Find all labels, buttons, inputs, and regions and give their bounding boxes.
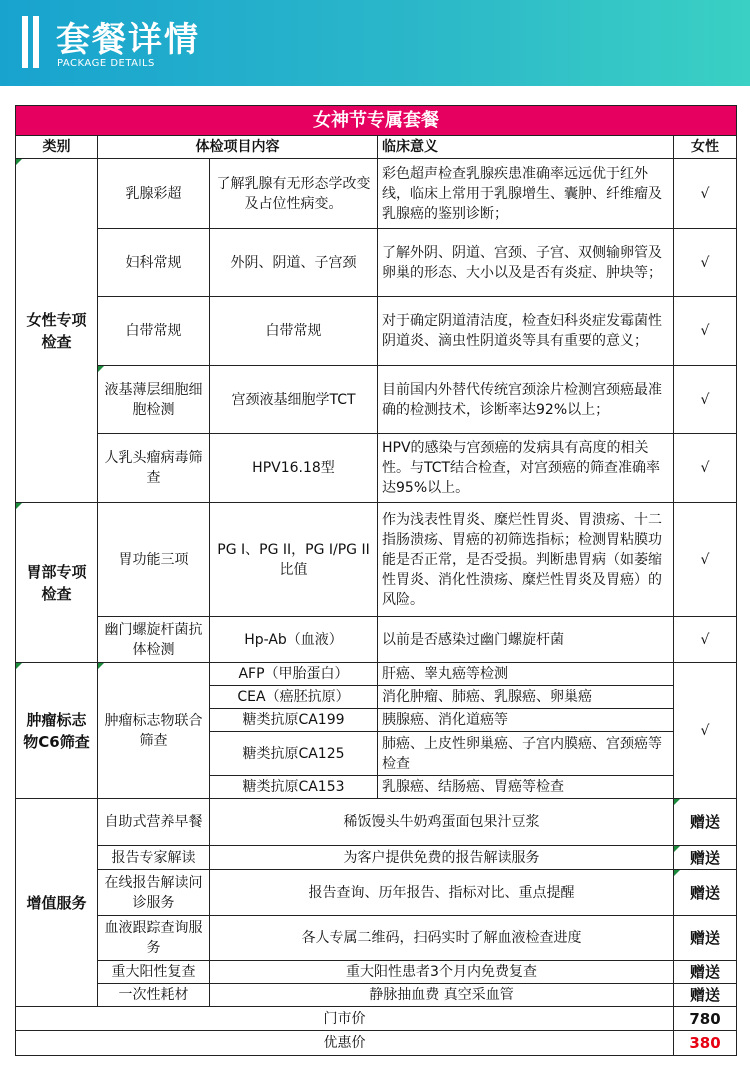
- gender-check: √: [674, 663, 737, 799]
- gender-check: √: [674, 297, 737, 366]
- gift-cell: 赠送: [674, 984, 737, 1007]
- item-cell: 自助式营养早餐: [98, 799, 210, 846]
- column-header-category: 类别: [16, 136, 98, 159]
- meaning-cell: 以前是否感染过幽门螺旋杆菌: [378, 617, 674, 663]
- category-cell: 胃部专项检查: [16, 503, 98, 663]
- content-cell: CEA（癌胚抗原）: [210, 686, 378, 709]
- gift-cell: 赠送: [674, 961, 737, 984]
- meaning-cell: 作为浅表性胃炎、糜烂性胃炎、胃溃疡、十二指肠溃疡、胃癌的初筛选指标；检测胃粘膜功能是否正常，是否受损。判断患胃病（如萎缩性胃炎、消化性溃疡、糜烂性胃炎及胃癌）的风险。: [378, 503, 674, 617]
- table-row: [16, 961, 737, 984]
- market-price-row: [16, 1007, 737, 1031]
- content-cell: 宫颈液基细胞学TCT: [210, 366, 378, 434]
- item-cell: 液基薄层细胞细胞检测: [98, 366, 210, 434]
- item-cell: 在线报告解读问诊服务: [98, 870, 210, 916]
- meaning-cell: 目前国内外替代传统宫颈涂片检测宫颈癌最准确的检测技术，诊断率达92%以上；: [378, 366, 674, 434]
- meaning-cell: HPV的感染与宫颈癌的发病具有高度的相关性。与TCT结合检查，对宫颈癌的筛查准确率达95%以上。: [378, 434, 674, 503]
- item-cell: 血液跟踪查询服务: [98, 916, 210, 961]
- content-cell: 糖类抗原CA153: [210, 776, 378, 799]
- page-header: [0, 0, 750, 86]
- table-row: [16, 159, 737, 229]
- package-table: [15, 105, 737, 1056]
- meaning-cell: 对于确定阴道清洁度，检查妇科炎症发霉菌性阴道炎、滴虫性阴道炎等具有重要的意义；: [378, 297, 674, 366]
- package-name: 女神节专属套餐: [16, 106, 737, 136]
- item-cell: 幽门螺旋杆菌抗体检测: [98, 617, 210, 663]
- gender-check: √: [674, 503, 737, 617]
- content-cell: 静脉抽血费 真空采血管: [210, 984, 674, 1007]
- gift-cell: 赠送: [674, 799, 737, 846]
- category-cell: 女性专项检查: [16, 159, 98, 503]
- table-row: [16, 366, 737, 434]
- content-cell: 为客户提供免费的报告解读服务: [210, 846, 674, 870]
- gift-cell: 赠送: [674, 916, 737, 961]
- gender-check: √: [674, 159, 737, 229]
- meaning-cell: 彩色超声检查乳腺疾患准确率远远优于红外线，临床上常用于乳腺增生、囊肿、纤维瘤及乳腺癌的鉴别诊断；: [378, 159, 674, 229]
- column-header-meaning: 临床意义: [378, 136, 674, 159]
- content-cell: AFP（甲胎蛋白）: [210, 663, 378, 686]
- item-cell: 妇科常规: [98, 229, 210, 297]
- category-cell: 肿瘤标志物C6筛查: [16, 663, 98, 799]
- column-header-gender: 女性: [674, 136, 737, 159]
- gender-check: √: [674, 617, 737, 663]
- meaning-cell: 乳腺癌、结肠癌、胃癌等检查: [378, 776, 674, 799]
- content-cell: 白带常规: [210, 297, 378, 366]
- item-cell: 报告专家解读: [98, 846, 210, 870]
- category-cell: 增值服务: [16, 799, 98, 1007]
- item-cell: 重大阳性复查: [98, 961, 210, 984]
- table-row: [16, 984, 737, 1007]
- item-cell: 乳腺彩超: [98, 159, 210, 229]
- content-cell: 报告查询、历年报告、指标对比、重点提醒: [210, 870, 674, 916]
- item-cell: 胃功能三项: [98, 503, 210, 617]
- header-bar-decoration: [33, 16, 39, 68]
- table-row: [16, 503, 737, 617]
- content-cell: HPV16.18型: [210, 434, 378, 503]
- discount-price-value: 380: [674, 1031, 737, 1056]
- table-header-row: [16, 136, 737, 159]
- meaning-cell: 胰腺癌、消化道癌等: [378, 709, 674, 732]
- page-subtitle: PACKAGE DETAILS: [57, 58, 155, 69]
- table-row: [16, 229, 737, 297]
- table-row: [16, 916, 737, 961]
- meaning-cell: 肺癌、上皮性卵巢癌、子宫内膜癌、宫颈癌等检查: [378, 732, 674, 776]
- content-cell: 各人专属二维码，扫码实时了解血液检查进度: [210, 916, 674, 961]
- column-header-item: 体检项目内容: [98, 136, 378, 159]
- table-row: [16, 297, 737, 366]
- content-cell: Hp-Ab（血液）: [210, 617, 378, 663]
- item-cell: 白带常规: [98, 297, 210, 366]
- item-cell: 人乳头瘤病毒筛查: [98, 434, 210, 503]
- content-cell: 重大阳性患者3个月内免费复查: [210, 961, 674, 984]
- item-cell: 肿瘤标志物联合筛查: [98, 663, 210, 799]
- page-title: 套餐详情: [56, 20, 200, 60]
- content-cell: 外阴、阴道、子宫颈: [210, 229, 378, 297]
- meaning-cell: 了解外阴、阴道、宫颈、子宫、双侧输卵管及卵巢的形态、大小以及是否有炎症、肿块等；: [378, 229, 674, 297]
- gender-check: √: [674, 434, 737, 503]
- discount-price-row: [16, 1031, 737, 1056]
- table-row: [16, 434, 737, 503]
- market-price-value: 780: [674, 1007, 737, 1031]
- header-bar-decoration: [22, 16, 28, 68]
- item-cell: 一次性耗材: [98, 984, 210, 1007]
- content-cell: 稀饭馒头牛奶鸡蛋面包果汁豆浆: [210, 799, 674, 846]
- content-cell: 糖类抗原CA125: [210, 732, 378, 776]
- meaning-cell: 消化肿瘤、肺癌、乳腺癌、卵巢癌: [378, 686, 674, 709]
- market-price-label: 门市价: [16, 1007, 674, 1031]
- gender-check: √: [674, 366, 737, 434]
- content-cell: 了解乳腺有无形态学改变及占位性病变。: [210, 159, 378, 229]
- table-row: [16, 617, 737, 663]
- gift-cell: 赠送: [674, 870, 737, 916]
- content-cell: 糖类抗原CA199: [210, 709, 378, 732]
- meaning-cell: 肝癌、睾丸癌等检测: [378, 663, 674, 686]
- table-row: [16, 663, 737, 686]
- table-row: [16, 870, 737, 916]
- table-row: [16, 846, 737, 870]
- gift-cell: 赠送: [674, 846, 737, 870]
- table-row: [16, 799, 737, 846]
- discount-price-label: 优惠价: [16, 1031, 674, 1056]
- content-cell: PG I、PG II，PG I/PG II比值: [210, 503, 378, 617]
- gender-check: √: [674, 229, 737, 297]
